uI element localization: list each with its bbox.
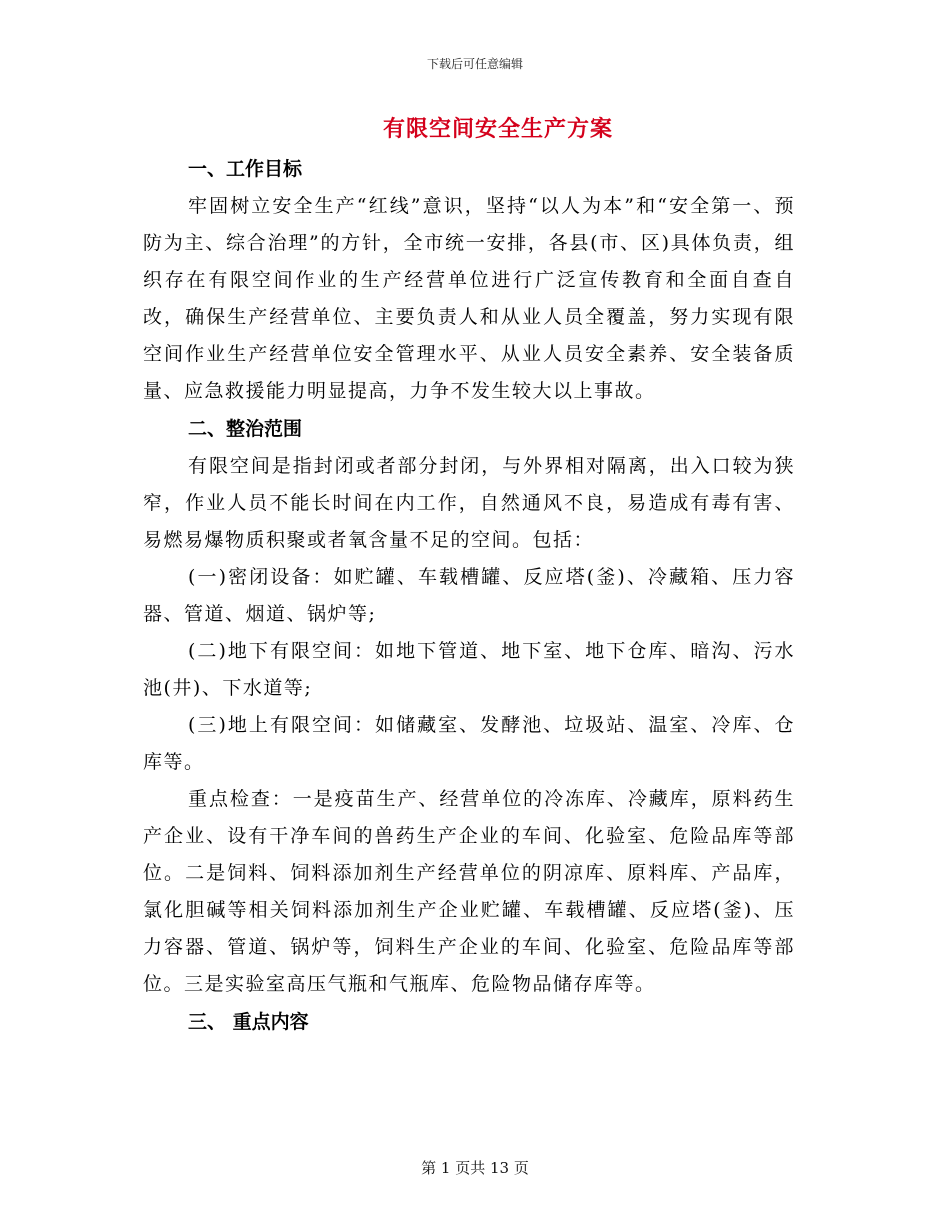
page-number: 第 1 页共 13 页 xyxy=(421,1159,529,1177)
paragraph: 牢固树立安全生产“红线”意识，坚持“以人为本”和“安全第一、预防为主、综合治理”的方针，全市统一安排，各县(市、区)具体负责，组织存在有限空间作业的生产经营单位进行广泛宣传教育和全面自查自改，确保生产经营单位、主要负责人和从业人员全覆盖，努力实现有限空间作业生产经营单位安全管理水平、从业人员安全素养、安全装备质量、应急救援能力明显提高，力争不发生较大以上事故。 xyxy=(143,195,795,402)
document-body xyxy=(143,150,795,1041)
section-heading: 一、工作目标 xyxy=(188,158,303,180)
paragraph: 重点检查：一是疫苗生产、经营单位的冷冻库、冷藏库，原料药生产企业、设有干净车间的兽药生产企业的车间、化验室、危险品库等部位。二是饲料、饲料添加剂生产经营单位的阴凉库、原料库、产品库，氯化胆碱等相关饲料添加剂生产企业贮罐、车载槽罐、反应塔(釜)、压力容器、管道、锅炉等，饲料生产企业的车间、化验室、危险品库等部位。三是实验室高压气瓶和气瓶库、危险物品储存库等。 xyxy=(143,788,795,995)
paragraph: (三)地上有限空间：如储藏室、发酵池、垃圾站、温室、冷库、仓库等。 xyxy=(143,714,795,773)
paragraph: (一)密闭设备：如贮罐、车载槽罐、反应塔(釜)、冷藏箱、压力容器、管道、烟道、锅炉等; xyxy=(143,566,795,625)
header-note: 下载后可任意编辑 xyxy=(426,57,523,71)
section-heading: 三、 重点内容 xyxy=(188,1011,309,1033)
paragraph: (二)地下有限空间：如地下管道、地下室、地下仓库、暗沟、污水池(井)、下水道等; xyxy=(143,640,795,699)
paragraph: 有限空间是指封闭或者部分封闭，与外界相对隔离，出入口较为狭窄，作业人员不能长时间在内工作，自然通风不良，易造成有毒有害、易燃易爆物质积聚或者氧含量不足的空间。包括： xyxy=(143,455,795,551)
section-heading: 二、整治范围 xyxy=(188,418,303,440)
document-title: 有限空间安全生产方案 xyxy=(382,116,613,142)
